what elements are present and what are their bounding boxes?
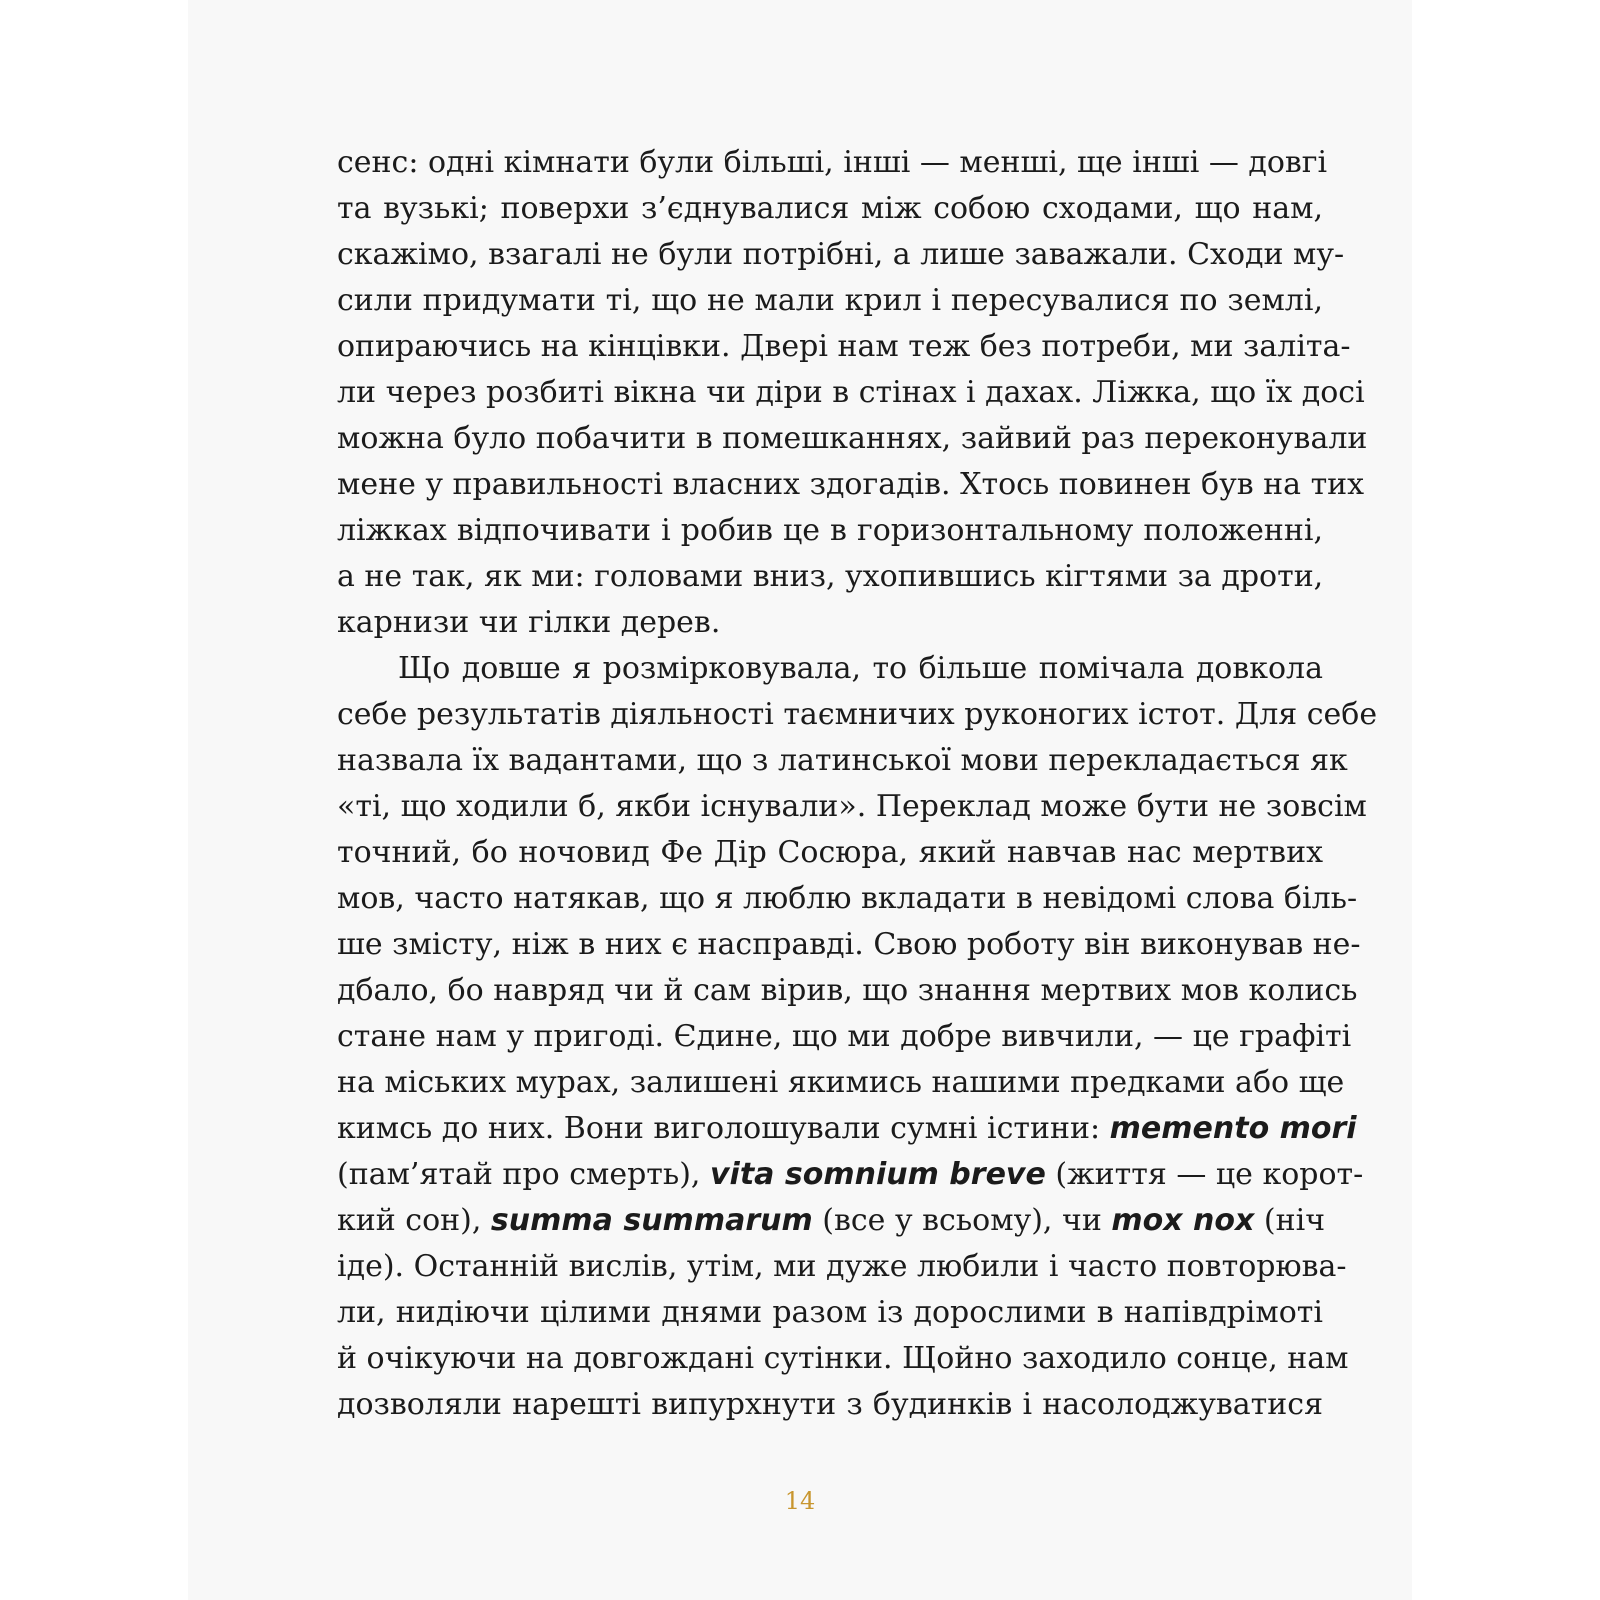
- text-line: а не так, як ми: головами вниз, ухопившись кігтями за дроти,: [337, 559, 1324, 594]
- text-segment: (все у всьому), чи: [822, 1203, 1112, 1238]
- text-line: опираючись на кінцівки. Двері нам теж без потреби, ми заліта-: [337, 329, 1351, 364]
- text-line: дбало, бо навряд чи й сам вірив, що знання мертвих мов колись: [337, 973, 1358, 1008]
- text-line: та вузькі; поверхи з’єднувалися між собою сходами, що нам,: [337, 191, 1323, 226]
- text-line: ше змісту, ніж в них є насправді. Свою роботу він виконував не-: [337, 927, 1361, 962]
- text-line: на міських мурах, залишені якимись нашими предками або ще: [337, 1065, 1345, 1100]
- text-line: іде). Останній вислів, утім, ми дуже любили і часто повторюва-: [337, 1249, 1347, 1284]
- text-line-with-latin: [337, 1152, 1364, 1198]
- latin-phrase: mox nox: [1111, 1203, 1255, 1238]
- text-line: назвала їх вадантами, що з латинської мови перекладається як: [337, 743, 1348, 778]
- book-page: [188, 0, 1412, 1600]
- text-segment: кимсь до них. Вони виголошували сумні істини:: [337, 1111, 1110, 1146]
- latin-phrase: summa summarum: [490, 1203, 813, 1238]
- text-line: скажімо, взагалі не були потрібні, а лише заважали. Сходи му-: [337, 237, 1345, 272]
- text-segment: (пам’ятай про смерть),: [337, 1157, 710, 1192]
- text-line-with-latin: [337, 1198, 1326, 1244]
- text-segment: кий сон),: [337, 1203, 491, 1238]
- body-text: [337, 140, 1378, 1428]
- text-line: стане нам у пригоді. Єдине, що ми добре вивчили, — це графіті: [337, 1019, 1352, 1054]
- latin-phrase: memento mori: [1109, 1111, 1357, 1146]
- text-line: дозволяли нарешті випурхнути з будинків і насолоджуватися: [337, 1387, 1323, 1422]
- text-line: ли, нидіючи цілими днями разом із дорослими в напівдрімоті: [337, 1295, 1323, 1330]
- latin-phrase: vita somnium breve: [710, 1157, 1046, 1192]
- text-line: карнизи чи гілки дерев.: [337, 605, 721, 640]
- text-line: мене у правильності власних здогадів. Хтось повинен був на тих: [337, 467, 1365, 502]
- text-segment: (життя — це корот-: [1055, 1157, 1364, 1192]
- text-line: сенс: одні кімнати були більші, інші — менші, ще інші — довгі: [337, 145, 1328, 180]
- text-line: себе результатів діяльності таємничих руконогих істот. Для себе: [337, 697, 1378, 732]
- text-line-with-latin: [337, 1106, 1357, 1152]
- text-line: й очікуючи на довгождані сутінки. Щойно заходило сонце, нам: [337, 1341, 1349, 1376]
- paragraph-first-line: Що довше я розмірковувала, то більше помічала довкола: [398, 651, 1323, 686]
- text-line: «ті, що ходили б, якби існували». Переклад може бути не зовсім: [337, 789, 1367, 824]
- text-line: ли через розбиті вікна чи діри в стінах і дахах. Ліжка, що їх досі: [337, 375, 1365, 410]
- text-line: можна було побачити в помешканнях, зайвий раз переконували: [337, 421, 1368, 456]
- page-number: 14: [784, 1487, 816, 1515]
- text-line: сили придумати ті, що не мали крил і пересувалися по землі,: [337, 283, 1323, 318]
- text-segment: (ніч: [1263, 1203, 1326, 1238]
- text-line: ліжках відпочивати і робив це в горизонтальному положенні,: [337, 513, 1323, 548]
- text-line: точний, бо ночовид Фе Дір Сосюра, який навчав нас мертвих: [337, 835, 1323, 870]
- text-line: мов, часто натякав, що я люблю вкладати в невідомі слова біль-: [337, 881, 1358, 916]
